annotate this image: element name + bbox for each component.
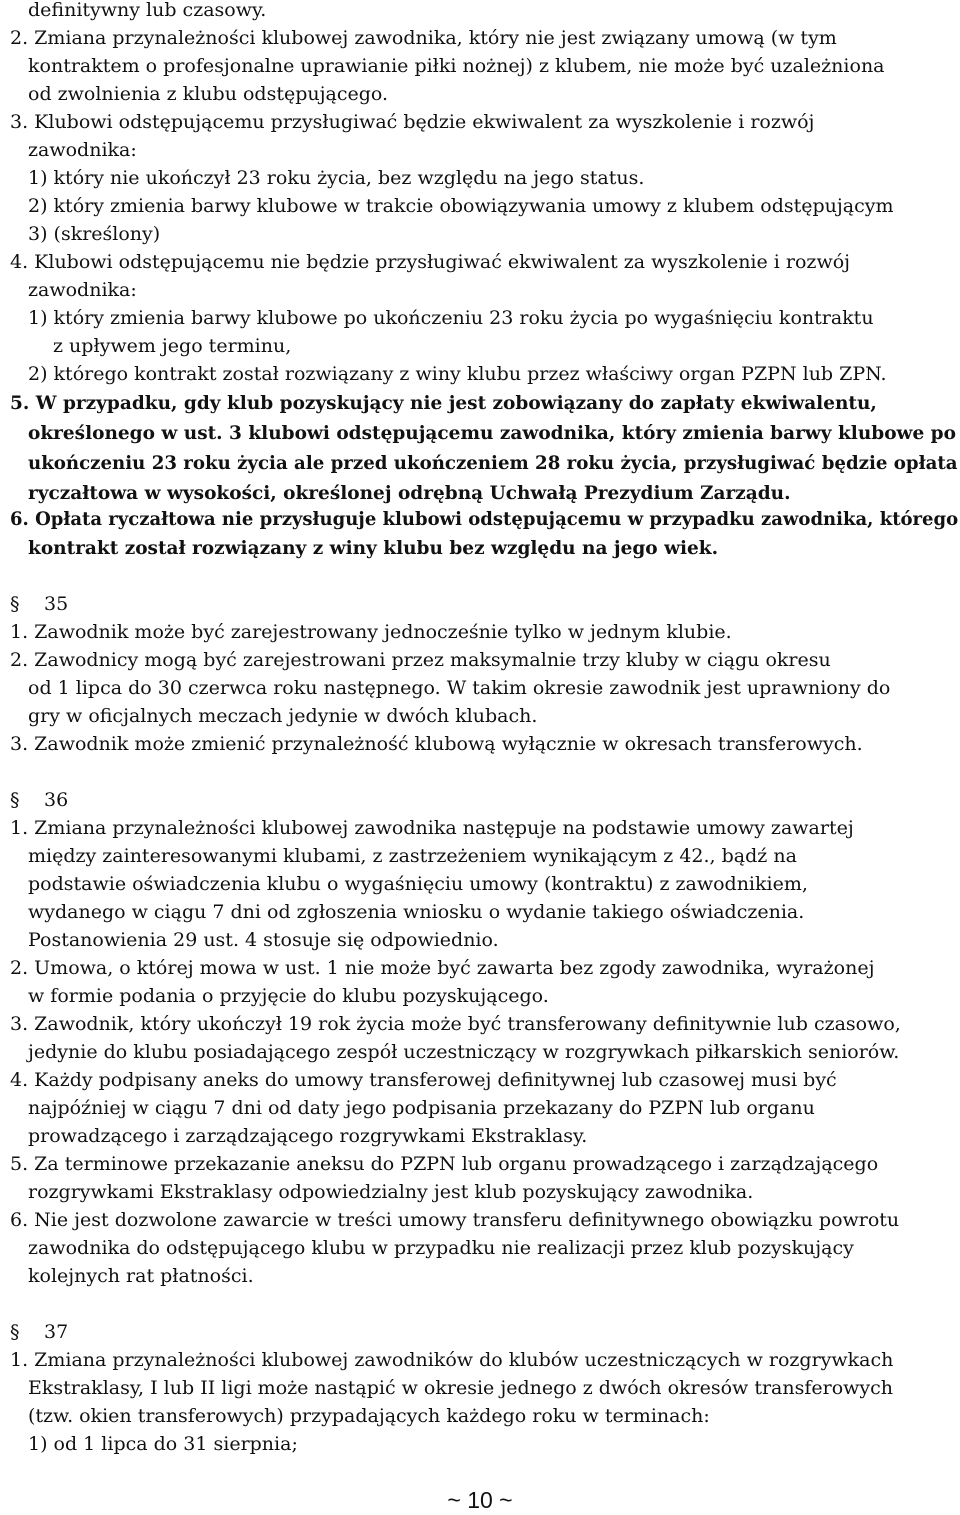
section-heading-36	[10, 786, 68, 814]
text-line: w formie podania o przyjęcie do klubu pozyskującego.	[28, 985, 549, 1007]
text-line: od zwolnienia z klubu odstępującego.	[28, 83, 389, 105]
text-line: zawodnika:	[28, 279, 137, 301]
text-line: zawodnika do odstępującego klubu w przypadku nie realizacji przez klub pozyskujący	[28, 1237, 854, 1259]
section-number: 37	[44, 1321, 69, 1343]
section-heading-35	[10, 590, 68, 618]
text-line: 2) który zmienia barwy klubowe w trakcie obowiązywania umowy z klubem odstępującym	[28, 195, 894, 217]
text-line: 1. Zawodnik może być zarejestrowany jednocześnie tylko w jednym klubie.	[10, 621, 732, 643]
text-line: najpóźniej w ciągu 7 dni od daty jego podpisania przekazany do PZPN lub organu	[28, 1097, 815, 1119]
text-line: od 1 lipca do 30 czerwca roku następnego. W takim okresie zawodnik jest uprawniony do	[28, 677, 891, 699]
text-line: wydanego w ciągu 7 dni od zgłoszenia wniosku o wydanie takiego oświadczenia.	[28, 901, 805, 923]
text-line-bold: kontrakt został rozwiązany z winy klubu bez względu na jego wiek.	[28, 538, 719, 559]
text-line: 2. Umowa, o której mowa w ust. 1 nie może być zawarta bez zgody zawodnika, wyrażonej	[10, 957, 875, 979]
section-number: 36	[44, 789, 69, 811]
text-line-bold: określonego w ust. 3 klubowi odstępującemu zawodnika, który zmienia barwy klubowe po	[28, 423, 956, 444]
text-line: 1) który zmienia barwy klubowe po ukończeniu 23 roku życia po wygaśnięciu kontraktu	[28, 307, 874, 329]
section-heading-37	[10, 1318, 68, 1346]
text-line: między zainteresowanymi klubami, z zastrzeżeniem wynikającym z 42., bądź na	[28, 845, 797, 867]
text-line-bold: ryczałtowa w wysokości, określonej odrębną Uchwałą Prezydium Zarządu.	[28, 483, 791, 504]
text-line: 3) (skreślony)	[28, 223, 161, 245]
text-line: Postanowienia 29 ust. 4 stosuje się odpowiednio.	[28, 929, 499, 951]
text-line: 3. Klubowi odstępującemu przysługiwać będzie ekwiwalent za wyszkolenie i rozwój	[10, 111, 815, 133]
text-line: kolejnych rat płatności.	[28, 1265, 254, 1287]
text-line: definitywny lub czasowy.	[28, 0, 267, 21]
text-line: kontraktem o profesjonalne uprawianie piłki nożnej) z klubem, nie może być uzależniona	[28, 55, 885, 77]
text-line-bold: 5. W przypadku, gdy klub pozyskujący nie jest zobowiązany do zapłaty ekwiwalentu,	[10, 393, 877, 414]
text-line: gry w oficjalnych meczach jedynie w dwóch klubach.	[28, 705, 538, 727]
text-line: Ekstraklasy, I lub II ligi może nastąpić w okresie jednego z dwóch okresów transferowych	[28, 1377, 894, 1399]
text-line: prowadzącego i zarządzającego rozgrywkami Ekstraklasy.	[28, 1125, 588, 1147]
text-line: 1) który nie ukończył 23 roku życia, bez względu na jego status.	[28, 167, 645, 189]
text-line: 1. Zmiana przynależności klubowej zawodników do klubów uczestniczących w rozgrywkach	[10, 1349, 894, 1371]
text-line: 4. Każdy podpisany aneks do umowy transferowej definitywnej lub czasowej musi być	[10, 1069, 837, 1091]
section-symbol: §	[10, 1321, 20, 1343]
text-line: 2. Zmiana przynależności klubowej zawodnika, który nie jest związany umową (w tym	[10, 27, 837, 49]
text-line: jedynie do klubu posiadającego zespół uczestniczący w rozgrywkach piłkarskich seniorów.	[28, 1041, 900, 1063]
text-line: 5. Za terminowe przekazanie aneksu do PZPN lub organu prowadzącego i zarządzającego	[10, 1153, 879, 1175]
text-line: zawodnika:	[28, 139, 137, 161]
text-line: 6. Nie jest dozwolone zawarcie w treści umowy transferu definitywnego obowiązku powrotu	[10, 1209, 900, 1231]
section-symbol: §	[10, 789, 20, 811]
text-line: rozgrywkami Ekstraklasy odpowiedzialny jest klub pozyskujący zawodnika.	[28, 1181, 754, 1203]
page-number: ~ 10 ~	[447, 1487, 513, 1513]
section-number: 35	[44, 593, 69, 615]
text-line: podstawie oświadczenia klubu o wygaśnięciu umowy (kontraktu) z zawodnikiem,	[28, 873, 808, 895]
text-line: (tzw. okien transferowych) przypadających każdego roku w terminach:	[28, 1405, 710, 1427]
section-symbol: §	[10, 593, 20, 615]
text-line: 3. Zawodnik, który ukończył 19 rok życia może być transferowany definitywnie lub czasowo,	[10, 1013, 901, 1035]
text-line: 2. Zawodnicy mogą być zarejestrowani przez maksymalnie trzy kluby w ciągu okresu	[10, 649, 831, 671]
text-line-bold: ukończeniu 23 roku życia ale przed ukończeniem 28 roku życia, przysługiwać będzie opłata	[28, 453, 958, 474]
text-line: 2) którego kontrakt został rozwiązany z winy klubu przez właściwy organ PZPN lub ZPN.	[28, 363, 887, 385]
text-line: z upływem jego terminu,	[53, 335, 292, 357]
text-line: 1. Zmiana przynależności klubowej zawodnika następuje na podstawie umowy zawartej	[10, 817, 854, 839]
text-line: 4. Klubowi odstępującemu nie będzie przysługiwać ekwiwalent za wyszkolenie i rozwój	[10, 251, 851, 273]
text-line: 3. Zawodnik może zmienić przynależność klubową wyłącznie w okresach transferowych.	[10, 733, 863, 755]
text-line: 1) od 1 lipca do 31 sierpnia;	[28, 1433, 298, 1455]
text-line-bold: 6. Opłata ryczałtowa nie przysługuje klubowi odstępującemu w przypadku zawodnika, którego	[10, 509, 959, 530]
